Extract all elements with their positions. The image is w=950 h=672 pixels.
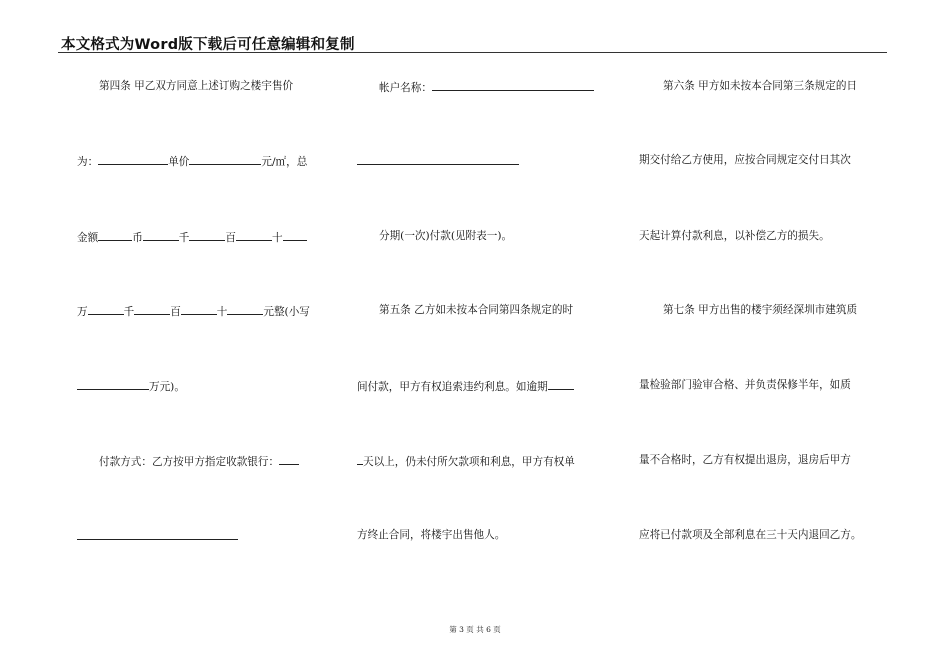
bank-name-blank	[279, 453, 299, 465]
ten-thousands-blank	[283, 229, 307, 241]
col1-line-2	[77, 153, 307, 169]
col1-line-4-label-e: 元整(小写	[263, 306, 310, 318]
unit-area-blank	[98, 153, 168, 165]
col2-line-6	[357, 453, 575, 469]
tens-blank	[236, 229, 272, 241]
col1-line-2-label-c: 元/㎡，总	[261, 156, 308, 168]
col3-line-1: 第六条 甲方如未按本合同第三条规定的日	[663, 80, 858, 92]
col2-line-4: 第五条 乙方如未按本合同第四条规定的时	[379, 304, 574, 316]
col3-line-7: 应将已付款项及全部利息在三十天内退回乙方。	[639, 529, 862, 541]
blank-4d	[227, 303, 263, 315]
currency-blank	[98, 229, 132, 241]
col2-line-6-label: 天以上，仍未付所欠款项和利息，甲方有权单	[363, 456, 575, 468]
col1-line-1: 第四条 甲乙双方同意上述订购之楼宇售价	[99, 80, 294, 92]
col1-line-4-label-a: 万	[77, 306, 88, 318]
col3-line-4: 第七条 甲方出售的楼宇须经深圳市建筑质	[663, 304, 858, 316]
blank-4a	[88, 303, 124, 315]
col1-line-5-label: 万元)。	[149, 381, 185, 393]
col1-line-4-label-c: 百	[170, 306, 181, 318]
col2-line-7: 方终止合同，将楼宇出售他人。	[357, 529, 506, 541]
header-divider	[58, 52, 887, 53]
col2-line-5-label: 间付款，甲方有权追索违约利息。如逾期	[357, 381, 548, 393]
page-number: 第 3 页 共 6 页	[449, 625, 501, 634]
col1-line-3-label-c: 千	[178, 232, 190, 244]
col1-line-4	[77, 303, 310, 319]
col2-line-2	[357, 153, 519, 169]
col1-line-6	[99, 453, 299, 469]
col3-line-5: 量检验部门验审合格、并负责保修半年，如质	[639, 379, 851, 391]
blank-4c	[181, 303, 217, 315]
col3-line-3: 天起计算付款利息，以补偿乙方的损失。	[639, 230, 830, 242]
col2-line-3: 分期(一次)付款(见附表一)。	[379, 230, 513, 242]
col1-line-2-label-b: 单价	[168, 156, 190, 168]
col1-line-3-label-b: 币	[132, 232, 143, 244]
thousands-blank	[143, 229, 179, 241]
unit-price-blank	[189, 153, 261, 165]
col1-line-7	[77, 528, 238, 544]
col2-line-1	[379, 79, 594, 95]
col1-line-4-label-d: 十	[216, 306, 228, 318]
col3-line-6: 量不合格时，乙方有权提出退房，退房后甲方	[639, 454, 851, 466]
col1-line-2-label-a: 为：	[77, 156, 99, 168]
amount-lowercase-blank	[77, 378, 149, 390]
col1-line-3-label-e: 十	[271, 232, 283, 244]
col2-line-5	[357, 378, 574, 394]
col1-line-3	[77, 229, 307, 245]
bank-continued-blank	[77, 528, 238, 540]
overdue-days-blank	[548, 378, 574, 390]
col3-line-2: 期交付给乙方使用，应按合同规定交付日其次	[639, 154, 851, 166]
blank-4b	[134, 303, 170, 315]
document-header-title: 本文格式为Word版下载后可任意编辑和复制	[61, 37, 355, 53]
account-number-blank	[357, 153, 519, 165]
col1-line-3-label-a: 金额	[77, 232, 99, 244]
account-name-blank	[432, 79, 594, 91]
hundreds-blank	[189, 229, 225, 241]
payment-method-label: 付款方式：乙方按甲方指定收款银行：	[99, 456, 280, 468]
col1-line-4-label-b: 千	[123, 306, 135, 318]
col1-line-3-label-d: 百	[225, 232, 236, 244]
account-name-label: 帐户名称：	[379, 82, 432, 94]
col1-line-5	[77, 378, 185, 394]
